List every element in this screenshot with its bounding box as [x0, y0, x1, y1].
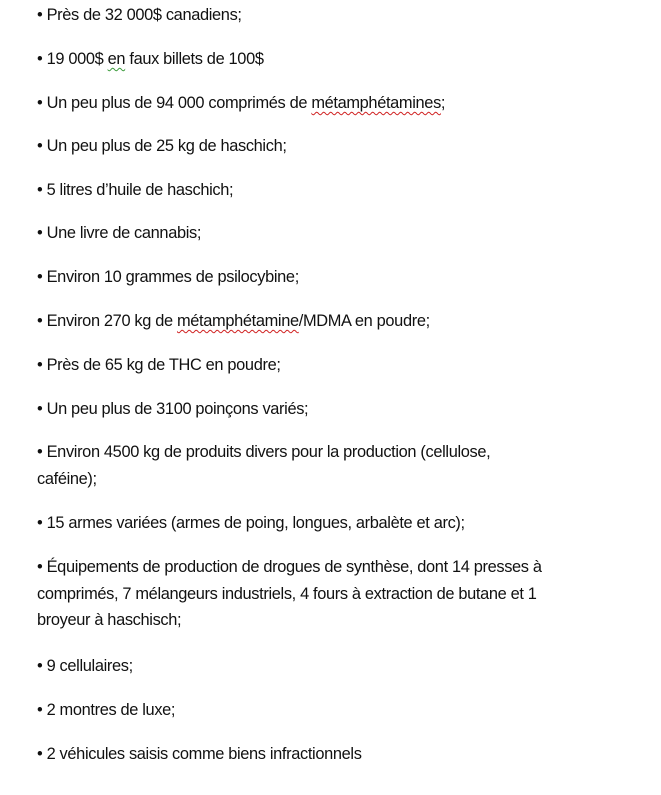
text-run: • Équipements de production de drogues de synthèse, dont 14 presses à	[37, 558, 542, 576]
list-item	[37, 46, 652, 73]
text-run: • Près de 32 000$ canadiens;	[37, 6, 242, 24]
text-run: • Une livre de cannabis;	[37, 224, 202, 242]
list-item	[37, 352, 652, 379]
text-run: caféine);	[37, 469, 97, 488]
list-item	[37, 554, 652, 634]
list-item-line	[37, 90, 652, 117]
list-item	[37, 439, 652, 492]
text-run: /MDMA en poudre;	[298, 312, 430, 330]
list-item-line	[37, 352, 652, 379]
list-item-line	[37, 177, 652, 204]
list-item	[37, 264, 652, 291]
list-item-line	[37, 46, 652, 73]
list-item-line	[37, 741, 652, 768]
list-item-line	[37, 554, 652, 581]
list-item-line	[37, 2, 652, 29]
list-item	[37, 308, 652, 335]
list-item-line	[37, 220, 652, 247]
text-run: • 15 armes variées (armes de poing, longues, arbalète et arc);	[37, 514, 465, 532]
list-item	[37, 697, 652, 724]
list-item-line	[37, 653, 652, 680]
text-run: • 2 véhicules saisis comme biens infractionnels	[37, 745, 362, 763]
list-item	[37, 90, 652, 117]
spelling-error-word: métamphétamines	[311, 94, 441, 112]
spelling-error-word: métamphétamine	[176, 312, 299, 330]
text-run: faux billets de 100$	[125, 50, 264, 68]
text-run: comprimés, 7 mélangeurs industriels, 4 fours à extraction de butane et 1	[37, 584, 537, 603]
text-run: • 19 000$	[37, 50, 108, 68]
text-run: • Environ 10 grammes de psilocybine;	[37, 268, 299, 286]
text-run: broyeur à haschisch;	[37, 611, 182, 629]
list-item-line	[37, 396, 652, 423]
list-item-line	[37, 697, 652, 724]
text-run: • Environ 4500 kg de produits divers pour la production (cellulose,	[37, 443, 491, 461]
list-item	[37, 741, 652, 768]
text-run: • Un peu plus de 25 kg de haschich;	[37, 137, 287, 155]
list-item-line	[37, 607, 652, 634]
list-item	[37, 2, 652, 29]
text-run: • Près de 65 kg de THC en poudre;	[37, 356, 281, 374]
text-run: • Un peu plus de 94 000 comprimés de	[37, 94, 312, 112]
list-item-line	[37, 264, 652, 291]
list-item	[37, 177, 652, 204]
text-run: • 9 cellulaires;	[37, 657, 133, 675]
list-item-line	[37, 133, 652, 160]
list-item	[37, 510, 652, 537]
text-run: • 2 montres de luxe;	[37, 701, 176, 719]
list-item-line	[37, 466, 652, 493]
list-item	[37, 653, 652, 680]
text-run: • 5 litres d’huile de haschich;	[37, 181, 234, 199]
list-item-line	[37, 510, 652, 537]
text-run: • Un peu plus de 3100 poinçons variés;	[37, 400, 309, 418]
list-item	[37, 396, 652, 423]
list-item	[37, 133, 652, 160]
list-item-line	[37, 581, 652, 608]
list-item-line	[37, 439, 652, 466]
text-run: • Environ 270 kg de	[37, 312, 177, 330]
grammar-flag-word: en	[107, 50, 126, 68]
text-run: ;	[440, 94, 446, 112]
list-item	[37, 220, 652, 247]
list-item-line	[37, 308, 652, 335]
